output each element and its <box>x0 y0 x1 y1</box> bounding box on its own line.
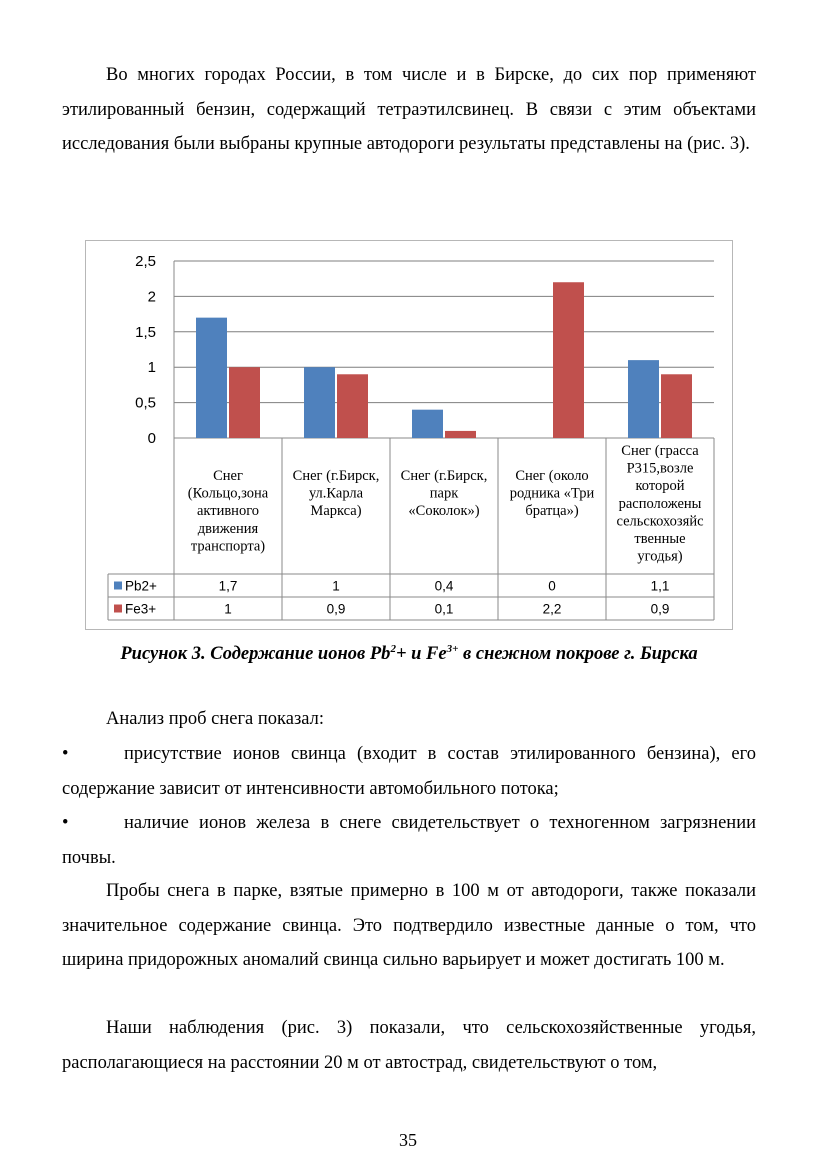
category-label: которой <box>635 478 685 495</box>
caption-suffix: в снежном покрове г. Бирска <box>458 644 698 664</box>
intro-line: исследования были выбраны крупные автодороги результаты представлены на <box>62 134 683 154</box>
body-line: том, что ширина придорожных аномалий свинца сильно варьирует и может <box>62 915 757 970</box>
y-tick-label: 0,5 <box>135 394 156 412</box>
bar-fe3plus <box>553 282 584 438</box>
category-label: Маркса) <box>310 503 362 520</box>
figure-caption <box>62 644 756 665</box>
body-paragraph <box>62 874 756 978</box>
category-label: активного <box>196 503 260 520</box>
category-label: Р315,возле <box>626 460 694 477</box>
y-tick-label: 0 <box>147 430 156 447</box>
legend-label: Pb2+ <box>125 578 157 594</box>
category-label: «Соколок») <box>408 503 480 520</box>
intro-paragraph <box>62 58 756 162</box>
bullet-text: наличие ионов железа в снеге свидетельствует о техногенном загрязнении <box>124 813 756 833</box>
intro-line: Во многих городах России, в том числе и в Бирске, до сих пор применяют <box>106 65 756 85</box>
category-label: твенные <box>634 531 686 547</box>
category-label: Снег (грасса <box>621 443 699 459</box>
category-label: Снег (г.Бирск, <box>400 468 488 484</box>
category-label: Снег (около <box>515 468 589 484</box>
intro-line: этилированный бензин, содержащий тетраэтилсвинец. В связи с этим объектами <box>62 99 756 120</box>
category-label: Снег (г.Бирск, <box>292 468 380 484</box>
bar-pb2plus <box>304 367 335 438</box>
bar-pb2plus <box>412 410 443 438</box>
data-table-cell: 0,9 <box>326 601 346 617</box>
body-line: Пробы снега в парке, взятые примерно в 100 м от автодороги, также <box>106 881 678 901</box>
body-line: Наши наблюдения (рис. 3) показали, что сельскохозяйственные угодья, <box>106 1018 756 1038</box>
category-label: парк <box>429 485 459 502</box>
data-table-cell: 0,1 <box>434 601 454 617</box>
page-number: 35 <box>399 1130 417 1150</box>
caption-pb-sup: 2 <box>390 642 396 655</box>
caption-pb-suffix: + и Fe <box>395 644 447 664</box>
bar-fe3plus <box>661 374 692 438</box>
category-label: движения <box>197 520 259 537</box>
y-tick-label: 2,5 <box>135 253 156 270</box>
bar-pb2plus <box>628 360 659 438</box>
bullet-text: содержание зависит от интенсивности автомобильного потока; <box>62 778 559 799</box>
data-table-cell: 0 <box>548 578 556 594</box>
data-table-cell: 1 <box>332 578 340 594</box>
data-table-cell: 1 <box>224 601 232 617</box>
data-table-cell: 1,1 <box>650 578 670 594</box>
caption-prefix: Рисунок 3. Содержание ионов Pb <box>120 644 391 664</box>
figure-3-chart <box>85 240 733 630</box>
category-label: транспорта) <box>190 538 266 555</box>
data-table-cell: 2,2 <box>542 601 562 617</box>
caption-fe-sup: 3+ <box>446 642 459 655</box>
body-line: показали значительное содержание свинца. Это подтвердило известные данные о <box>62 881 756 936</box>
bullet-marker: • <box>62 813 69 833</box>
body-line: располагающиеся на расстоянии 20 м от автострад, свидетельствуют о том, <box>62 1052 658 1073</box>
legend-key-pb2plus <box>114 582 122 590</box>
body-line: достигать 100 м. <box>594 950 725 970</box>
bullet-marker: • <box>62 744 69 764</box>
y-tick-label: 2 <box>147 288 156 306</box>
bullet-item <box>62 806 756 875</box>
body-paragraph <box>62 1011 756 1080</box>
category-label: угодья) <box>637 548 683 565</box>
bullet-text: присутствие ионов свинца (входит в состав этилированного бензина), его <box>124 744 756 764</box>
bullet-text: почвы. <box>62 847 116 868</box>
category-label: братца») <box>525 503 579 520</box>
bar-chart-svg <box>86 241 734 631</box>
category-label: ул.Карла <box>308 485 364 502</box>
legend-label: Fe3+ <box>125 601 157 617</box>
category-label: родника «Три <box>509 485 595 502</box>
y-tick-label: 1,5 <box>135 323 156 341</box>
category-label: расположены <box>618 495 702 512</box>
bullet-item <box>62 737 756 806</box>
analysis-intro: Анализ проб снега показал: <box>106 709 325 729</box>
bar-fe3plus <box>337 374 368 438</box>
category-label: (Кольцо,зона <box>187 485 269 502</box>
category-label: Снег <box>213 468 243 484</box>
bar-pb2plus <box>196 318 227 438</box>
data-table-cell: 0,4 <box>434 578 454 594</box>
legend-key-fe3plus <box>114 605 122 613</box>
data-table-cell: 1,7 <box>218 578 238 594</box>
y-tick-label: 1 <box>147 359 156 377</box>
bar-fe3plus <box>229 367 260 438</box>
category-label: сельскохозяйс <box>616 513 704 530</box>
intro-line: (рис. 3). <box>687 134 750 154</box>
bar-fe3plus <box>445 431 476 438</box>
data-table-cell: 0,9 <box>650 601 670 617</box>
